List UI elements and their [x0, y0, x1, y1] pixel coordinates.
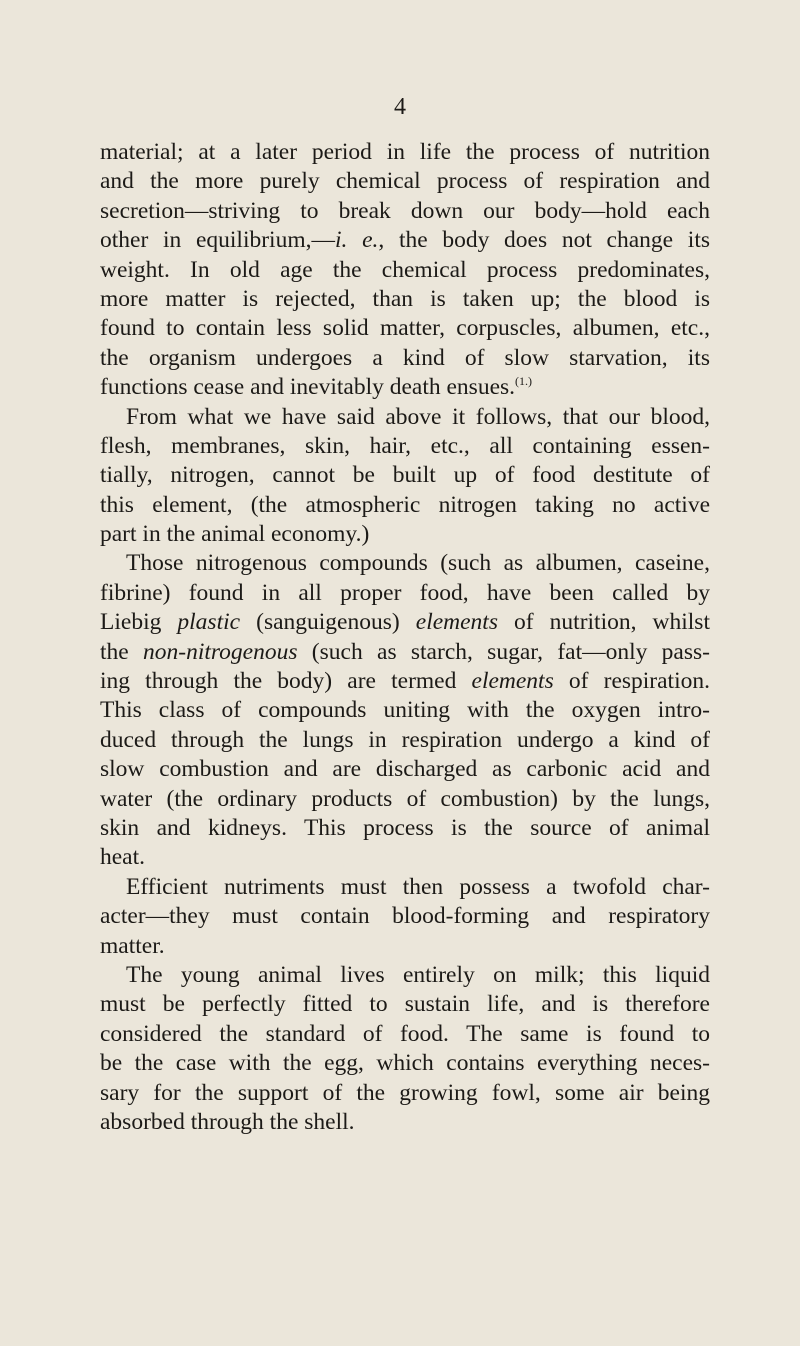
text-line: Liebig plastic (sanguigenous) elements of nutrition, whilst: [100, 609, 710, 636]
text-line: secretion—striving to break down our body—hold each: [100, 197, 710, 224]
text-line: tially, nitrogen, cannot be built up of food destitute of: [100, 462, 710, 489]
text-line: slow combustion and are discharged as carbonic acid and: [100, 756, 710, 783]
text-line: material; at a later period in life the process of nutrition: [100, 139, 710, 165]
text-line: other in equilibrium,—i. e., the body does not change its: [100, 227, 710, 254]
text-line: must be perfectly fitted to sustain life, and is therefore: [100, 991, 710, 1018]
text-line: From what we have said above it follows, that our blood,: [126, 403, 710, 430]
text-line: Efficient nutriments must then possess a twofold char-: [126, 873, 710, 900]
text-line: [100, 373, 710, 402]
text-line: fibrine) found in all proper food, have been called by: [100, 579, 710, 606]
text-line: part in the animal economy.): [100, 521, 370, 548]
text-line: sary for the support of the growing fowl, some air being: [100, 1079, 710, 1106]
text-line: found to contain less solid matter, corpuscles, albumen, etc.,: [100, 315, 710, 342]
text-line: weight. In old age the chemical process predominates,: [100, 256, 710, 283]
text-line: the organism undergoes a kind of slow starvation, its: [100, 344, 710, 371]
text-line: water (the ordinary products of combustion) by the lungs,: [100, 785, 710, 812]
text-line: heat.: [100, 844, 146, 871]
text-line: This class of compounds uniting with the oxygen intro-: [100, 697, 710, 724]
text-line: The young animal lives entirely on milk; this liquid: [126, 961, 710, 988]
text-line: acter—they must contain blood-forming and respiratory: [100, 903, 710, 930]
text-line: considered the standard of food. The same is found to: [100, 1020, 710, 1047]
text-line: this element, (the atmospheric nitrogen taking no active: [100, 491, 710, 518]
text-line: Those nitrogenous compounds (such as albumen, caseine,: [126, 550, 710, 577]
text-line: duced through the lungs in respiration undergo a kind of: [100, 726, 710, 753]
text-line: ing through the body) are termed elements of respiration.: [100, 668, 710, 695]
text-line: flesh, membranes, skin, hair, etc., all containing essen-: [100, 432, 710, 459]
text-line: and the more purely chemical process of respiration and: [100, 168, 710, 195]
text-line: be the case with the egg, which contains everything neces-: [100, 1050, 710, 1077]
page-number: 4: [394, 94, 406, 120]
text-line: more matter is rejected, than is taken up; the blood is: [100, 285, 710, 312]
footnote-marker: (1.): [515, 374, 533, 389]
text-line: the non-nitrogenous (such as starch, sugar, fat—only pass-: [100, 638, 710, 665]
text-line: matter.: [100, 932, 165, 959]
text-line: absorbed through the shell.: [100, 1108, 355, 1135]
body-text: [100, 138, 710, 1137]
line-text: functions cease and inevitably death ensues.: [100, 374, 516, 401]
text-line: skin and kidneys. This process is the source of animal: [100, 814, 710, 841]
